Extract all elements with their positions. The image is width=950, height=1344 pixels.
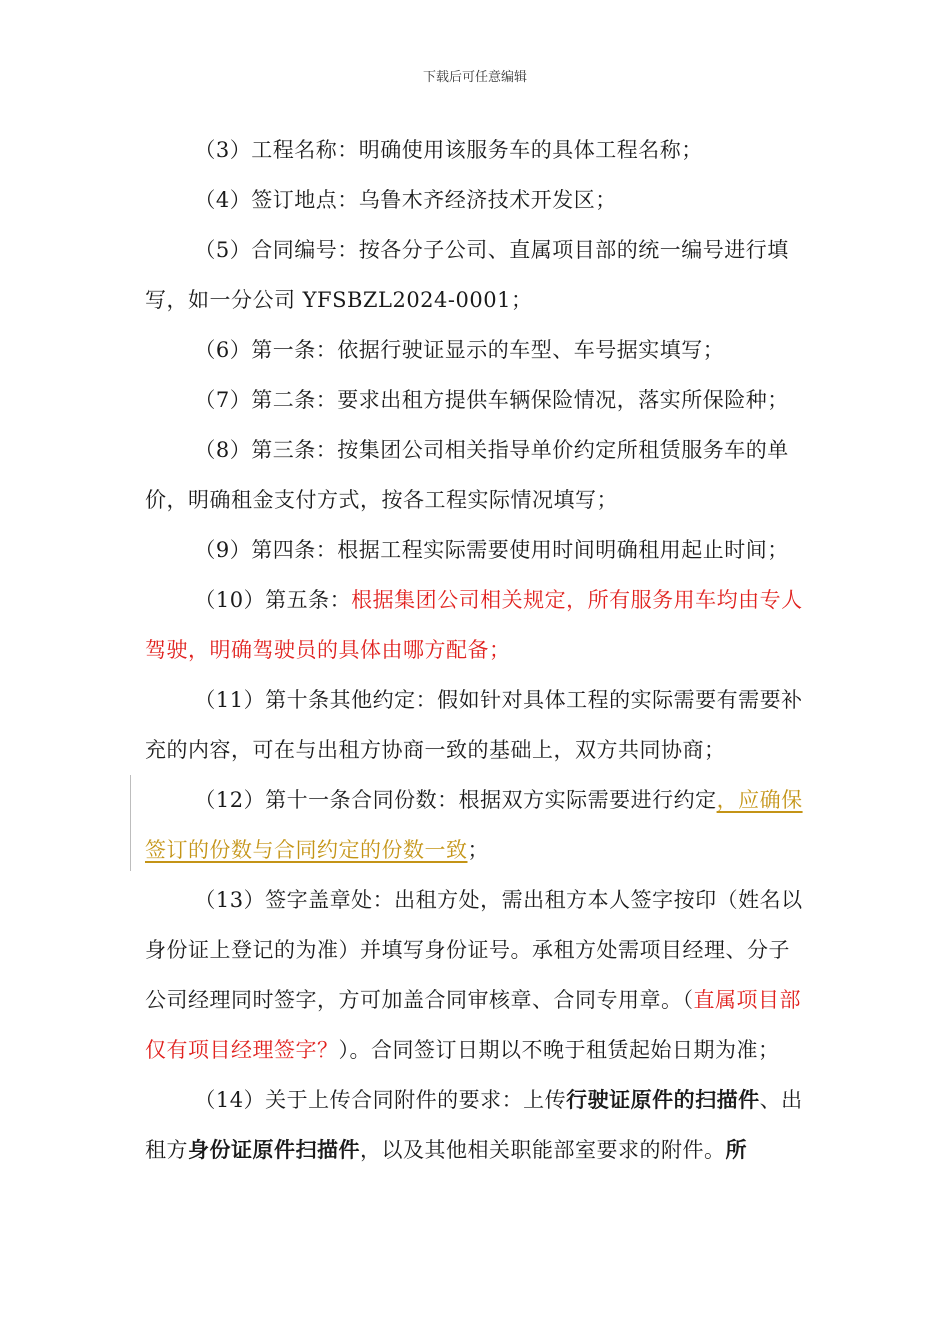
item-14-bold-license: 行驶证原件的扫描件 [566, 1087, 760, 1112]
item-14-mid: 、出租方 [145, 1088, 803, 1162]
item-5: （5）合同编号：按各分子公司、直属项目部的统一编号进行填写，如一分公司 YFSBZL2024-0001； [145, 238, 789, 312]
item-14-rest: ，以及其他相关职能部室要求的附件。 [360, 1138, 726, 1162]
item-13-end: ）。合同签订日期以不晚于租赁起始日期为准； [338, 1038, 780, 1062]
item-10-lead: （10）第五条： [194, 588, 352, 612]
page-header: 下载后可任意编辑 [422, 70, 527, 85]
item-14-bold-id: 身份证原件扫描件 [188, 1137, 360, 1162]
item-12 [145, 775, 810, 875]
item-14 [145, 1075, 810, 1175]
item-8: （8）第三条：按集团公司相关指导单价约定所租赁服务车的单价，明确租金支付方式，按各工程实际情况填写； [145, 438, 789, 512]
item-12-revision: ，应确保签订的份数与合同约定的份数一致 [145, 788, 803, 862]
item-13-lead: （13）签字盖章处：出租方处，需出租方本人签字按印（姓名以身份证上登记的为准）并填写身份证号。承租方处需项目经理、分子公司经理同时签字，方可加盖合同审核章、合同专用章。（ [145, 888, 803, 1012]
item-14-bold-tail: 所 [725, 1137, 747, 1162]
item-3: （3）工程名称：明确使用该服务车的具体工程名称； [194, 138, 703, 162]
revision-change-bar [130, 775, 131, 871]
item-12-end: ； [467, 838, 489, 862]
document-body [145, 125, 810, 1175]
item-11: （11）第十条其他约定：假如针对具体工程的实际需要有需要补充的内容，可在与出租方协商一致的基础上，双方共同协商； [145, 688, 803, 762]
item-9: （9）第四条：根据工程实际需要使用时间明确租用起止时间； [194, 538, 789, 562]
item-13 [145, 875, 810, 1075]
item-14-lead: （14）关于上传合同附件的要求：上传 [194, 1088, 567, 1112]
item-6: （6）第一条：依据行驶证显示的车型、车号据实填写； [194, 338, 725, 362]
item-10 [145, 575, 810, 675]
item-10-highlight: 根据集团公司相关规定，所有服务用车均由专人驾驶，明确驾驶员的具体由哪方配备； [145, 588, 803, 662]
item-12-lead: （12）第十一条合同份数：根据双方实际需要进行约定 [194, 788, 717, 812]
item-4: （4）签订地点：乌鲁木齐经济技术开发区； [194, 188, 617, 212]
item-13-highlight: 直属项目部仅有项目经理签字？ [145, 988, 801, 1062]
item-7: （7）第二条：要求出租方提供车辆保险情况，落实所保险种； [194, 388, 789, 412]
